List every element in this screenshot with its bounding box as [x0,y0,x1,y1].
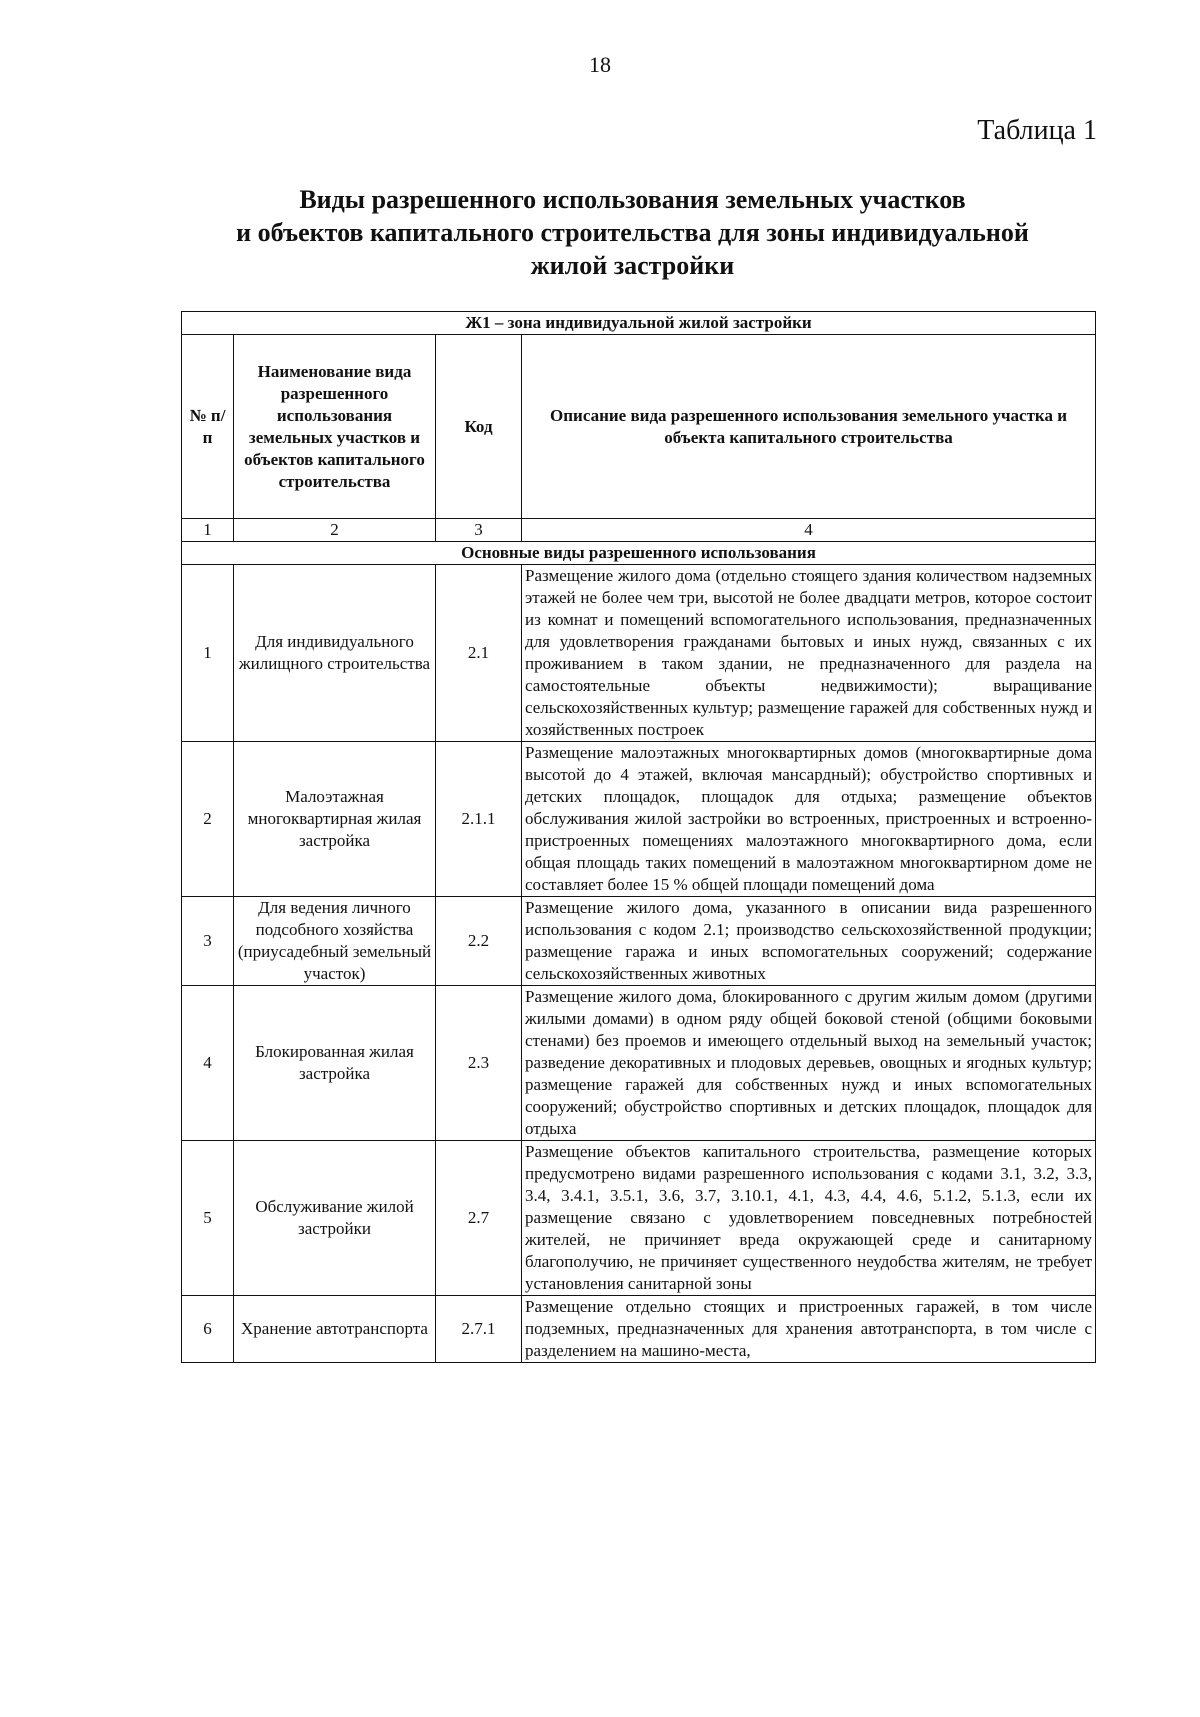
title-line-1: Виды разрешенного использования земельных участков [299,185,966,214]
row-code: 2.7 [436,1141,522,1296]
column-number-row [182,519,1096,542]
row-description: Размещение жилого дома (отдельно стоящего здания количеством надземных этажей не более чем три, высотой не более двадцати метров, которое состоит из комнат и помещений вспомогательного использования, предназначенных для удовлетворения гражданами бытовых и иных нужд, связанных с их проживанием в таком здании, не предназначенного для раздела на самостоятельные объекты недвижимости); выращивание сельскохозяйственных культур; размещение гаражей для собственных нужд и хозяйственных построек [522,565,1096,742]
row-num: 3 [182,897,234,986]
row-code: 2.1 [436,565,522,742]
page-number: 18 [589,52,611,77]
header-row [182,335,1096,519]
document-title [170,183,1095,282]
column-number: 3 [436,519,522,542]
title-line-3: жилой застройки [530,251,735,280]
table-row [182,565,1096,742]
column-number: 1 [182,519,234,542]
table-label: Таблица 1 [977,115,1097,146]
table-row [182,742,1096,897]
row-code: 2.3 [436,986,522,1141]
row-name: Обслуживание жилой застройки [234,1141,436,1296]
row-name: Хранение автотранспорта [234,1296,436,1363]
table-row [182,986,1096,1141]
table-row [182,1141,1096,1296]
section-title: Основные виды разрешенного использования [182,542,1096,565]
header-name: Наименование вида разрешенного использования земельных участков и объектов капитального строительства [234,335,436,519]
table-row [182,897,1096,986]
column-number: 4 [522,519,1096,542]
row-code: 2.7.1 [436,1296,522,1363]
header-num: № п/п [182,335,234,519]
column-number: 2 [234,519,436,542]
header-code: Код [436,335,522,519]
row-num: 4 [182,986,234,1141]
zone-title-row [182,312,1096,335]
section-title-row [182,542,1096,565]
row-num: 5 [182,1141,234,1296]
row-code: 2.2 [436,897,522,986]
row-description: Размещение объектов капитального строительства, размещение которых предусмотрено видами разрешенного использования с кодами 3.1, 3.2, 3.3, 3.4, 3.4.1, 3.5.1, 3.6, 3.7, 3.10.1, 4.1, 4.3, 4.4, 4.6, 5.1.2, 5.1.3, если их размещение связано с удовлетворением повседневных потребностей жителей, не причиняет вреда окружающей среде и санитарному благополучию, не причиняет существенного неудобства жителям, не требует установления санитарной зоны [522,1141,1096,1296]
table-row [182,1296,1096,1363]
row-num: 6 [182,1296,234,1363]
row-name: Блокированная жилая застройка [234,986,436,1141]
header-description: Описание вида разрешенного использования земельного участка и объекта капитального строительства [522,335,1096,519]
row-description: Размещение отдельно стоящих и пристроенных гаражей, в том числе подземных, предназначенных для хранения автотранспорта, в том числе с разделением на машино-места, [522,1296,1096,1363]
row-name: Для ведения личного подсобного хозяйства (приусадебный земельный участок) [234,897,436,986]
row-description: Размещение жилого дома, указанного в описании вида разрешенного использования с кодом 2.1; производство сельскохозяйственной продукции; размещение гаража и иных вспомогательных сооружений; содержание сельскохозяйственных животных [522,897,1096,986]
land-use-table [181,311,1096,1363]
row-name: Малоэтажная многоквартирная жилая застройка [234,742,436,897]
title-line-2: и объектов капитального строительства для зоны индивидуальной [236,218,1029,247]
row-code: 2.1.1 [436,742,522,897]
row-num: 1 [182,565,234,742]
row-description: Размещение малоэтажных многоквартирных домов (многоквартирные дома высотой до 4 этажей, включая мансардный); обустройство спортивных и детских площадок, площадок для отдыха; размещение объектов обслуживания жилой застройки во встроенных, пристроенных и встроенно-пристроенных помещениях малоэтажного многоквартирного дома, если общая площадь таких помещений в малоэтажном многоквартирном доме не составляет более 15 % общей площади помещений дома [522,742,1096,897]
zone-title: Ж1 – зона индивидуальной жилой застройки [182,312,1096,335]
row-num: 2 [182,742,234,897]
row-name: Для индивидуального жилищного строительства [234,565,436,742]
row-description: Размещение жилого дома, блокированного с другим жилым домом (другими жилыми домами) в одном ряду общей боковой стеной (общими боковыми стенами) без проемов и имеющего отдельный выход на земельный участок; разведение декоративных и плодовых деревьев, овощных и ягодных культур; размещение гаражей для собственных нужд и иных вспомогательных сооружений; обустройство спортивных и детских площадок, площадок для отдыха [522,986,1096,1141]
